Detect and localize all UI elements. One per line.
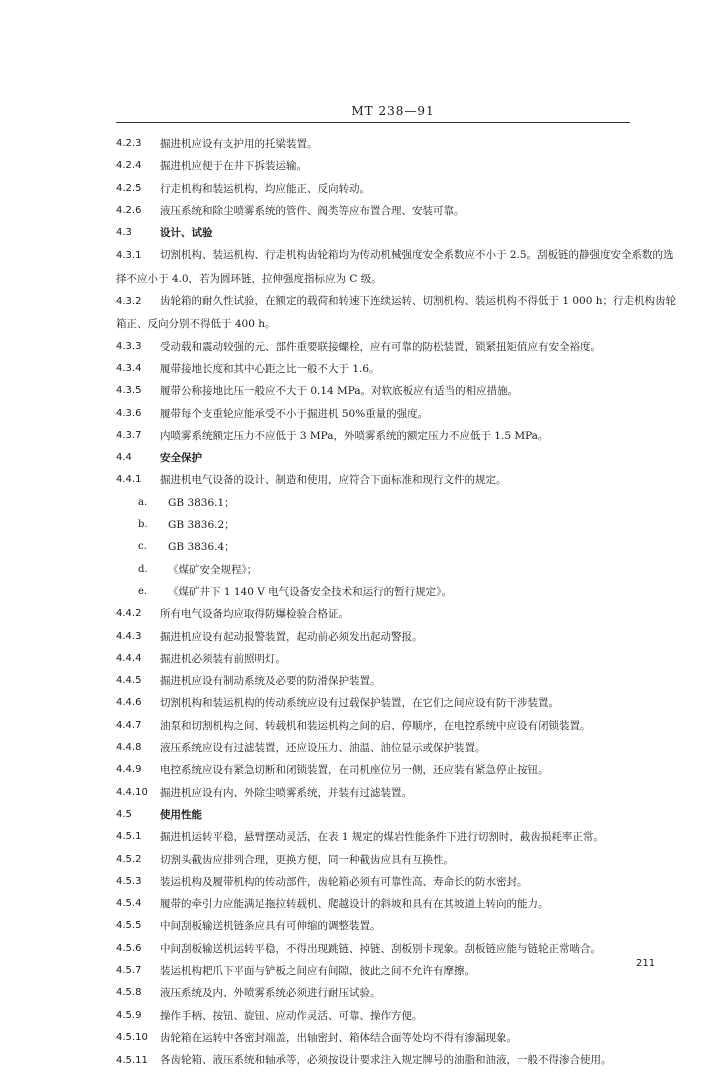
clause-number: 4.3.1 [116,250,142,262]
clause-text: 掘进机应设有制动系统及必要的防滑保护装置。 [160,675,381,688]
clause [116,244,676,290]
clause [116,155,676,177]
list-marker: a. [138,496,148,508]
clause-text: 履带接地长度和其中心距之比一般不大于 1.6。 [160,362,380,375]
clause-number: 4.4.7 [116,719,142,731]
clause [116,358,676,380]
clause-number: 4.4.5 [116,675,142,687]
clause-text: 中间刮板输送机链条应具有可伸缩的调整装置。 [160,920,381,933]
clause-number: 4.2.6 [116,204,142,216]
clause-text: 掘进机运转平稳，悬臂摆动灵活，在表 1 规定的煤岩性能条件下进行切割时，截齿损耗率正常。 [160,831,604,844]
clause-text: 装运机构及履带机构的传动部件，齿轮箱必须有可靠性高、寿命长的防水密封。 [160,875,528,888]
section-number: 4.4 [116,452,132,464]
list-marker: e. [138,585,148,597]
clause-number: 4.3.5 [116,385,142,397]
list-item [116,581,676,603]
clause [116,692,676,714]
clause-number: 4.4.3 [116,630,142,642]
clause-text: 齿轮箱在运转中各密封端盖，出轴密封、箱体结合面等处均不得有渗漏现象。 [160,1031,517,1044]
list-text: GB 3836.4； [168,541,235,554]
clause [116,200,676,222]
clause-text: 装运机构耙爪下平面与铲板之间应有间隙，彼此之间不允许有摩擦。 [160,964,475,977]
clause-text: 切割机构、装运机构、行走机构齿轮箱均为传动机械强度安全系数应不小于 2.5。刮板链的静强度安全系数的选择不应小于 4.0，若为圆环链，拉伸强度指标应为 C 级。 [116,249,674,285]
list-item [116,492,676,514]
clause [116,336,676,358]
clause-number: 4.3.7 [116,429,142,441]
clause-text: 履带公称接地比压一般应不大于 0.14 MPa。对软底板应有适当的相应措施。 [160,385,519,398]
section-heading [116,447,676,469]
clause-text: 各齿轮箱、液压系统和轴承等，必须按设计要求注入规定牌号的油脂和油液，一般不得渗合使用。 [160,1054,612,1067]
standard-code: MT 238—91 [351,104,435,118]
clause [116,380,676,402]
list-text: 《煤矿安全规程》； [168,563,258,576]
clause-number: 4.5.10 [116,1031,148,1043]
clause-number: 4.2.3 [116,138,142,149]
clause-number: 4.4.6 [116,697,142,709]
clause-number: 4.4.4 [116,652,142,664]
clause [116,626,676,648]
document-body [116,133,676,1072]
clause [116,826,676,848]
clause-text: 油泵和切割机构之间、转载机和装运机构之间的启、停顺序，在电控系统中应设有闭锁装置。 [160,719,591,732]
clause-number: 4.4.10 [116,786,148,798]
clause-number: 4.4.8 [116,742,142,754]
clause-number: 4.5.2 [116,853,142,865]
clause [116,469,676,491]
clause-number: 4.3.6 [116,407,142,419]
header-rule [116,122,630,123]
clause-number: 4.2.5 [116,182,142,194]
clause-number: 4.5.6 [116,942,142,954]
clause [116,915,676,937]
section-heading [116,222,676,244]
clause-number: 4.3.2 [116,296,142,308]
clause-number: 4.5.9 [116,1009,142,1021]
clause-text: 履带的牵引力应能满足拖拉转载机、爬越设计的斜坡和具有在其坡道上转向的能力。 [160,898,549,911]
clause-number: 4.4.9 [116,764,142,776]
list-text: GB 3836.2； [168,519,235,532]
clause [116,178,676,200]
clause [116,1027,676,1049]
list-text: 《煤矿井下 1 140 V 电气设备安全技术和运行的暂行规定》。 [168,585,452,598]
clause [116,133,676,155]
clause [116,982,676,1004]
section-number: 4.5 [116,808,132,820]
clause [116,960,676,982]
list-marker: c. [138,541,147,553]
clause [116,1049,676,1072]
clause-number: 4.5.4 [116,898,142,910]
clause [116,938,676,960]
clause-text: 行走机构和装运机构，均应能正、反向转动。 [160,182,370,195]
clause [116,715,676,737]
clause [116,893,676,915]
clause [116,648,676,670]
clause [116,425,676,447]
clause-text: 切割头截齿应排列合理，更换方便，同一种截齿应具有互换性。 [160,853,454,866]
clause-text: 液压系统应设有过滤装置，还应设压力、油温、油位显示或保护装置。 [160,742,486,755]
clause-text: 掘进机电气设备的设计、制造和使用，应符合下面标准和现行文件的规定。 [160,474,507,487]
clause-text: 电控系统应设有紧急切断和闭锁装置，在司机座位另一侧，还应装有紧急停止按钮。 [160,764,549,777]
clause-text: 切割机构和装运机构的传动系统应设有过载保护装置，在它们之间应设有防干涉装置。 [160,697,559,710]
clause-text: 掘进机应设有支护用的托梁装置。 [160,138,318,150]
clause-text: 液压系统及内、外喷雾系统必须进行耐压试验。 [160,987,381,1000]
clause [116,737,676,759]
section-heading [116,804,676,826]
list-item [116,514,676,536]
clause-number: 4.5.7 [116,964,142,976]
page-header [0,104,726,118]
clause [116,290,676,336]
clause-text: 内喷雾系统额定压力不应低于 3 MPa，外喷雾系统的额定压力不应低于 1.5 MPa。 [160,429,549,442]
clause-number: 4.4.1 [116,474,142,486]
clause-text: 履带每个支重轮应能承受不小于掘进机 50%重量的强度。 [160,407,429,420]
page-number: 211 [636,958,656,969]
list-item [116,536,676,558]
clause-text: 掘进机必须装有前照明灯。 [160,652,286,665]
clause-number: 4.5.11 [116,1055,148,1067]
clause [116,782,676,804]
section-title: 设计、试验 [160,227,213,240]
clause [116,759,676,781]
clause [116,670,676,692]
clause-number: 4.5.3 [116,875,142,887]
section-number: 4.3 [116,227,132,239]
clause-text: 操作手柄、按钮、旋钮、应动作灵活、可靠、操作方便。 [160,1009,423,1022]
clause [116,849,676,871]
clause-number: 4.5.5 [116,920,142,932]
clause-number: 4.3.3 [116,340,142,352]
clause-number: 4.5.8 [116,987,142,999]
list-marker: d. [138,563,148,575]
clause [116,403,676,425]
clause-text: 中间刮板输送机运转平稳，不得出现跳链、掉链、刮板别卡现象。刮板链应能与链轮正常啮合。 [160,942,601,955]
clause [116,871,676,893]
clause-text: 掘进机应设有起动报警装置，起动前必须发出起动警报。 [160,630,423,643]
clause-text: 掘进机应便于在井下拆装运输。 [160,160,307,173]
list-text: GB 3836.1； [168,496,235,509]
clause-text: 受动载和震动较强的元、部件重要联接螺栓，应有可靠的防松装置，锁紧扭矩值应有安全裕度。 [160,340,601,353]
clause-text: 掘进机应设有内、外除尘喷雾系统，并装有过滤装置。 [160,786,412,799]
section-title: 使用性能 [160,808,202,821]
clause-text: 齿轮箱的耐久性试验，在额定的载荷和转速下连续运转、切割机构、装运机构不得低于 1 000 h；行走机构齿轮箱正、反向分别不得低于 400 h。 [116,295,676,331]
clause-text: 液压系统和除尘喷雾系统的管件、阀类等应布置合理、安装可靠。 [160,204,465,217]
list-marker: b. [138,519,148,531]
clause-number: 4.4.2 [116,608,142,620]
clause-text: 所有电气设备均应取得防爆检验合格证。 [160,608,349,621]
clause-number: 4.3.4 [116,362,142,374]
section-title: 安全保护 [160,452,202,465]
clause-number: 4.2.4 [116,160,142,172]
list-item [116,559,676,581]
clause-number: 4.5.1 [116,831,142,843]
clause [116,603,676,625]
